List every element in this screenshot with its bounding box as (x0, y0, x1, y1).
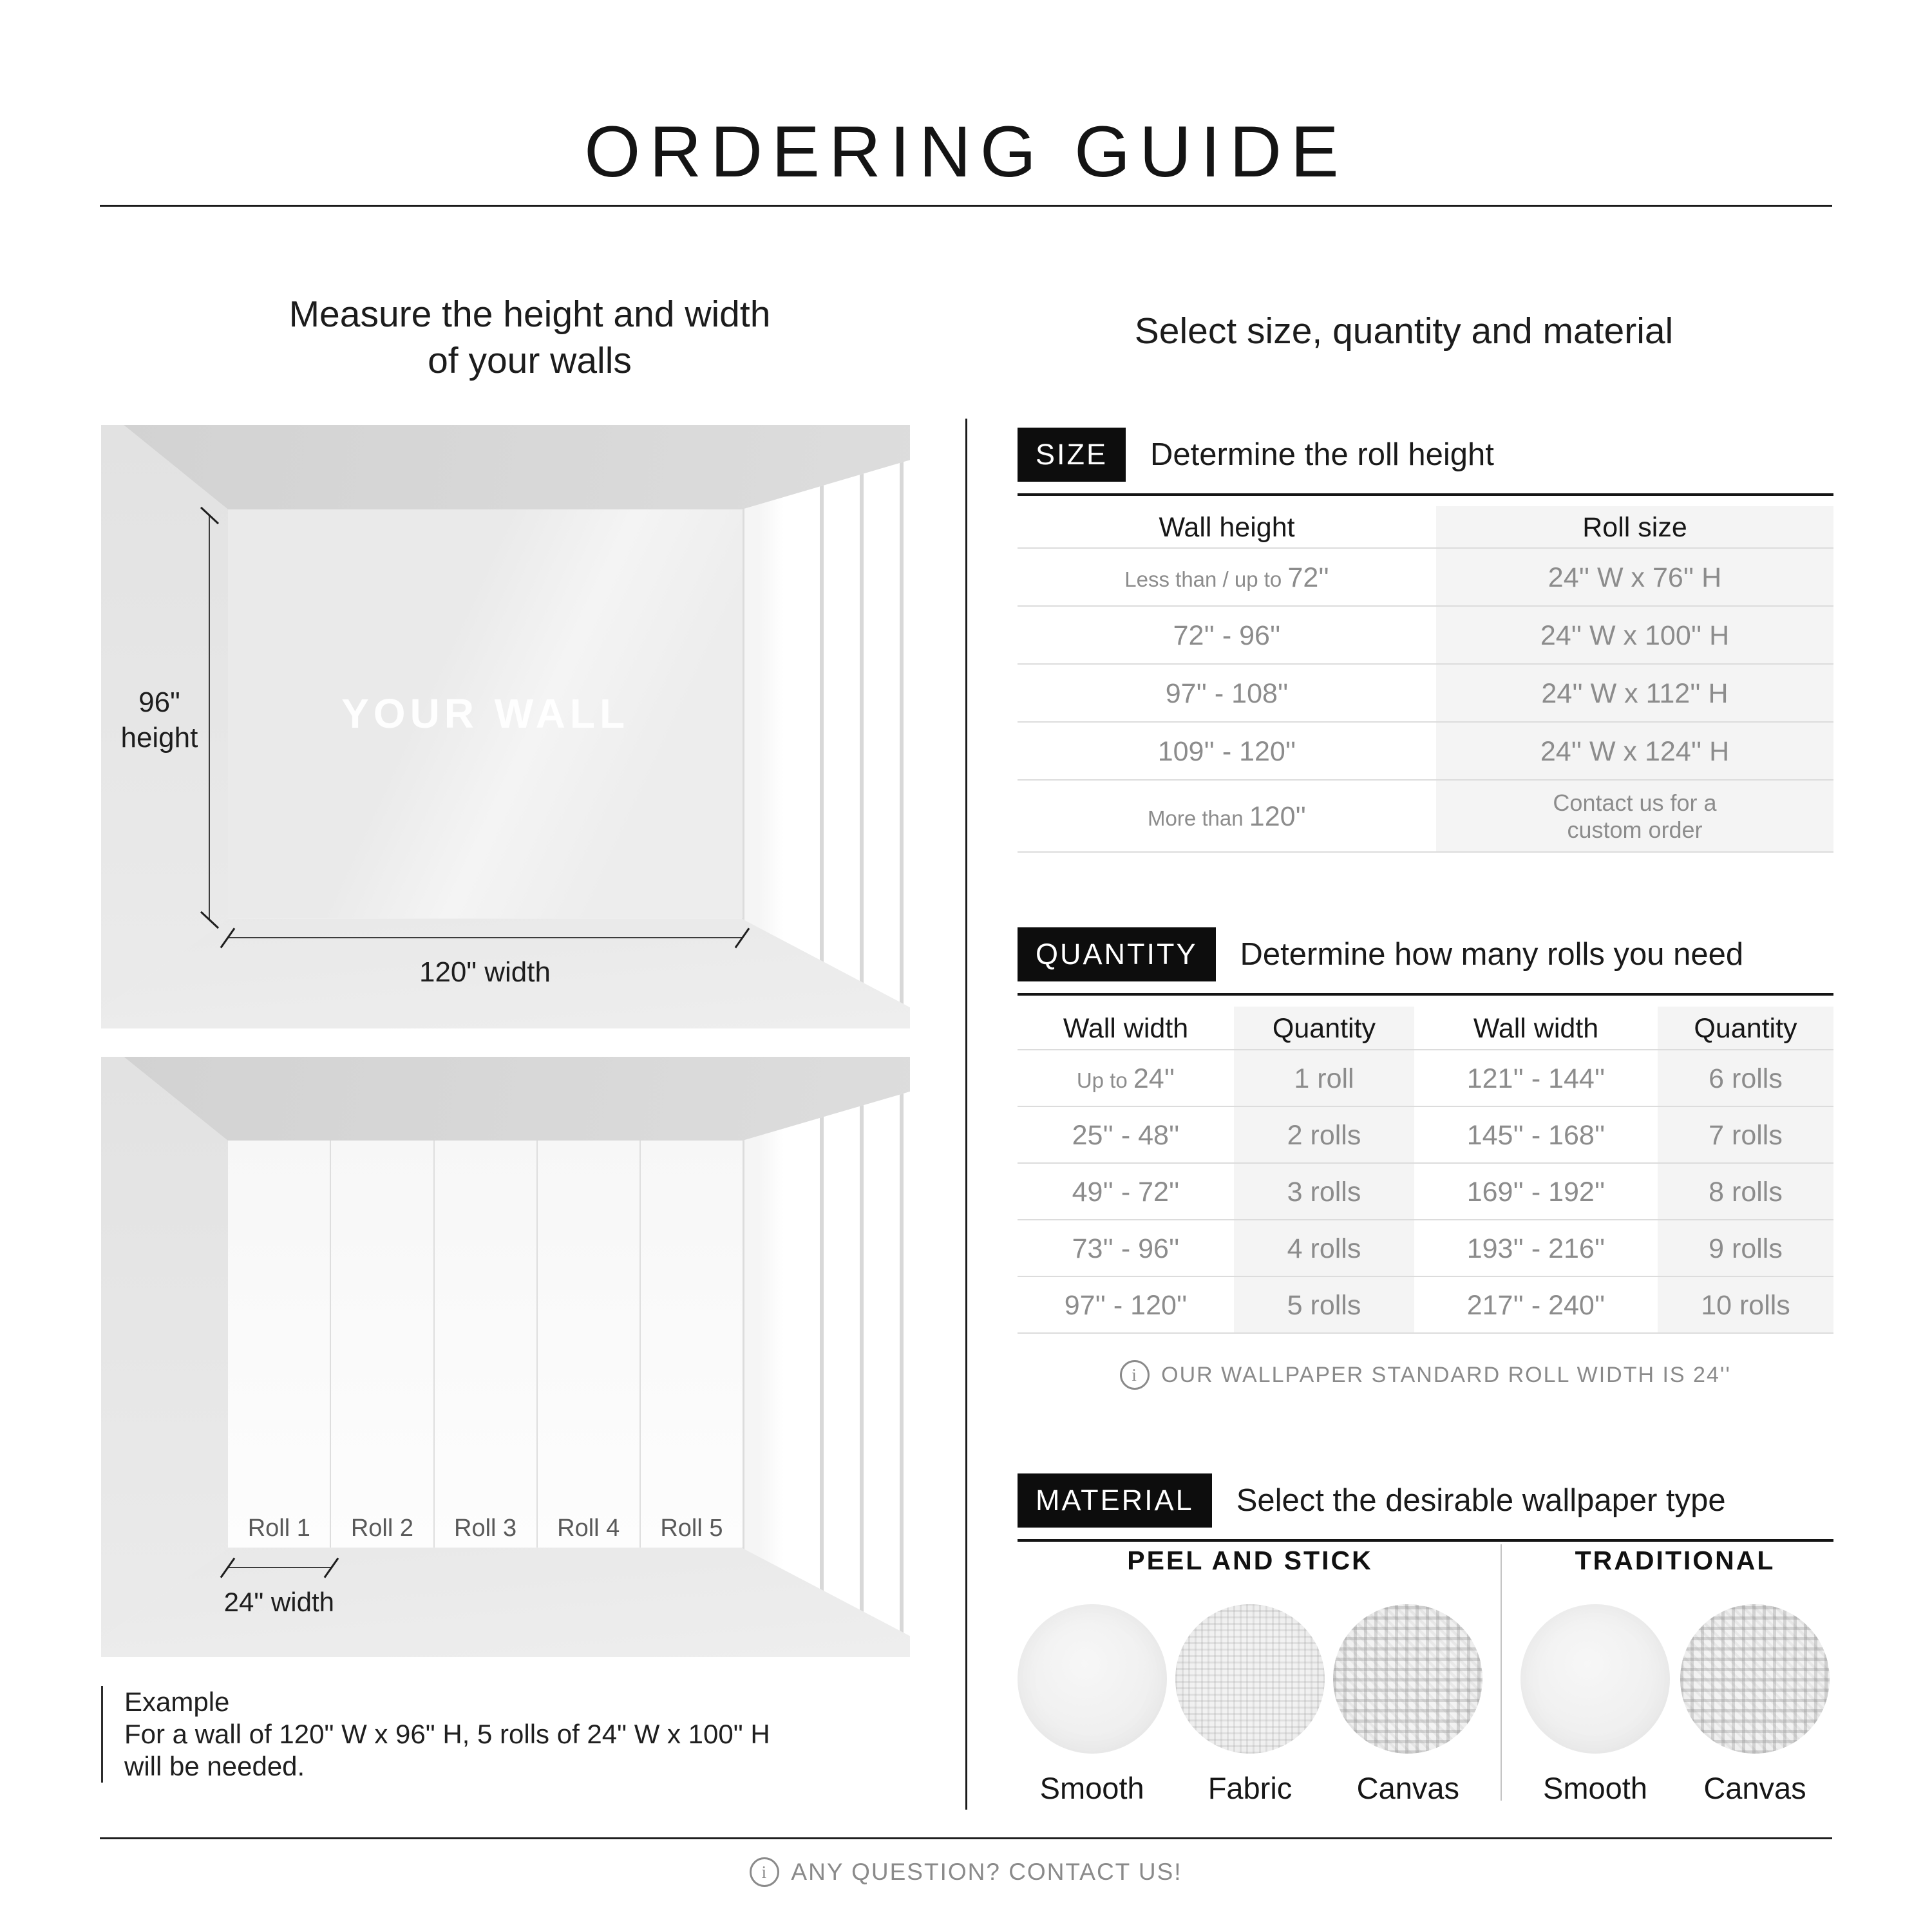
size-col-wall-height: Wall height (1018, 506, 1436, 549)
qty-col-wall-width-2: Wall width (1414, 1007, 1658, 1050)
material-options (1016, 1604, 1484, 1806)
material-option-label: Smooth (1543, 1771, 1647, 1805)
qty-wall-range: 73'' - 96'' (1018, 1220, 1234, 1277)
roll-strip (641, 1141, 743, 1548)
quantity-section-header (1018, 927, 1833, 996)
qty-wall-range: 193'' - 216'' (1414, 1220, 1658, 1277)
qty-col-wall-width-1: Wall width (1018, 1007, 1234, 1050)
window-glass-panes (784, 1057, 910, 1657)
material-section-header (1018, 1473, 1833, 1542)
qty-rolls: 5 rolls (1234, 1277, 1414, 1334)
quantity-table (1018, 1007, 1833, 1334)
material-group-name: PEEL AND STICK (1127, 1546, 1373, 1575)
size-row-roll: 24'' W x 124'' H (1436, 723, 1833, 781)
smooth-texture-swatch (1520, 1604, 1670, 1754)
material-group-divider (1501, 1544, 1502, 1801)
quantity-badge: QUANTITY (1018, 927, 1216, 981)
material-group-peel-and-stick (1016, 1546, 1484, 1806)
example-block (101, 1686, 961, 1783)
quantity-subtitle: Determine how many rolls you need (1240, 937, 1744, 972)
roll-strip (435, 1141, 538, 1548)
material-badge: MATERIAL (1018, 1473, 1212, 1528)
room-back-wall-rolls (228, 1141, 743, 1548)
roll-strip-label: Roll 2 (350, 1515, 413, 1542)
size-row-wall (1018, 549, 1436, 607)
size-row-wall (1018, 607, 1436, 665)
height-dimension-label (111, 685, 208, 755)
page-title: ORDERING GUIDE (584, 111, 1348, 193)
material-subtitle: Select the desirable wallpaper type (1236, 1483, 1726, 1518)
qty-wall-range: 169'' - 192'' (1414, 1164, 1658, 1220)
qty-wall-range: 145'' - 168'' (1414, 1107, 1658, 1164)
size-section-header (1018, 428, 1833, 496)
material-option-fabric (1174, 1604, 1325, 1806)
material-option-label: Canvas (1356, 1771, 1459, 1805)
room-illustration-measure (101, 425, 910, 1028)
roll-strip-label: Roll 5 (660, 1515, 723, 1542)
size-row-roll: 24'' W x 112'' H (1436, 665, 1833, 723)
footer-contact-note (0, 1857, 1932, 1887)
custom-order-line2: custom order (1567, 817, 1703, 843)
room-back-wall (228, 509, 743, 918)
size-row-wall (1018, 665, 1436, 723)
smooth-texture-swatch (1018, 1604, 1167, 1754)
qty-rolls: 6 rolls (1658, 1050, 1833, 1107)
height-value: 96" (138, 686, 180, 718)
size-badge: SIZE (1018, 428, 1126, 482)
size-row-range: 72'' (1287, 562, 1329, 593)
size-row-roll-custom (1436, 781, 1833, 853)
material-option-smooth (1016, 1604, 1168, 1806)
material-option-canvas (1332, 1604, 1484, 1806)
material-option-label: Smooth (1039, 1771, 1144, 1805)
title-divider (100, 205, 1832, 207)
material-option-smooth (1519, 1604, 1672, 1806)
example-line2: will be needed. (124, 1751, 305, 1781)
info-icon (750, 1857, 779, 1887)
qty-col-quantity-1: Quantity (1234, 1007, 1414, 1050)
size-row-roll: 24'' W x 76'' H (1436, 549, 1833, 607)
column-divider (965, 419, 967, 1810)
footer-divider (100, 1837, 1832, 1839)
size-row-prefix: More than (1148, 806, 1249, 830)
size-row-roll: 24'' W x 100'' H (1436, 607, 1833, 665)
qty-col-quantity-2: Quantity (1658, 1007, 1833, 1050)
footer-contact-text[interactable]: ANY QUESTION? CONTACT US! (791, 1859, 1182, 1885)
qty-rolls: 2 rolls (1234, 1107, 1414, 1164)
qty-wall-range: 97'' - 120'' (1018, 1277, 1234, 1334)
size-col-roll-size: Roll size (1436, 506, 1833, 549)
standard-roll-note-text: OUR WALLPAPER STANDARD ROLL WIDTH IS 24'' (1161, 1362, 1731, 1387)
material-group-name: TRADITIONAL (1575, 1546, 1776, 1575)
info-icon (1120, 1360, 1150, 1390)
roll-strip (538, 1141, 641, 1548)
roll-strip (331, 1141, 434, 1548)
size-table (1018, 506, 1833, 853)
material-option-label: Canvas (1703, 1771, 1806, 1805)
qty-rolls: 4 rolls (1234, 1220, 1414, 1277)
material-option-label: Fabric (1208, 1771, 1293, 1805)
size-row-range: 109'' - 120'' (1157, 736, 1296, 767)
qty-rolls: 10 rolls (1658, 1277, 1833, 1334)
width-dimension-label: 120" width (419, 956, 551, 988)
qty-wall-range: 121'' - 144'' (1414, 1050, 1658, 1107)
size-row-prefix: Less than / up to (1124, 567, 1288, 591)
material-options (1519, 1604, 1832, 1806)
canvas-texture-swatch (1680, 1604, 1830, 1754)
standard-roll-note (1018, 1360, 1833, 1390)
size-row-wall (1018, 723, 1436, 781)
your-wall-label: YOUR WALL (341, 690, 630, 737)
left-heading-line1: Measure the height and width (289, 294, 771, 335)
height-dimension-line (209, 516, 210, 920)
width-dimension-line (228, 937, 742, 938)
qty-rolls: 3 rolls (1234, 1164, 1414, 1220)
roll-strip (228, 1141, 331, 1548)
material-option-canvas (1678, 1604, 1832, 1806)
roll-strip-label: Roll 3 (454, 1515, 517, 1542)
qty-wall-range (1018, 1050, 1234, 1107)
size-row-range: 120'' (1249, 801, 1306, 832)
qty-rolls: 1 roll (1234, 1050, 1414, 1107)
fabric-texture-swatch (1175, 1604, 1325, 1754)
roll-width-dimension-line (228, 1567, 331, 1568)
size-row-range: 97'' - 108'' (1165, 678, 1289, 709)
left-heading-line2: of your walls (428, 340, 632, 381)
window-glass-panes (784, 425, 910, 1028)
size-row-wall (1018, 781, 1436, 853)
qty-rolls: 8 rolls (1658, 1164, 1833, 1220)
qty-range: 24'' (1133, 1063, 1175, 1094)
size-row-range: 72'' - 96'' (1173, 620, 1281, 651)
roll-width-label: 24" width (223, 1586, 334, 1617)
room-illustration-rolls (101, 1057, 910, 1657)
qty-prefix: Up to (1076, 1068, 1133, 1092)
example-line1: For a wall of 120" W x 96" H, 5 rolls of 24" W x 100" H (124, 1719, 770, 1749)
canvas-texture-swatch (1333, 1604, 1482, 1754)
roll-strip-label: Roll 4 (557, 1515, 620, 1542)
size-subtitle: Determine the roll height (1150, 437, 1494, 472)
example-title: Example (124, 1687, 230, 1717)
qty-rolls: 7 rolls (1658, 1107, 1833, 1164)
height-word: height (120, 721, 198, 753)
material-group-traditional (1519, 1546, 1832, 1806)
qty-rolls: 9 rolls (1658, 1220, 1833, 1277)
roll-strip-label: Roll 1 (247, 1515, 310, 1542)
qty-wall-range: 25'' - 48'' (1018, 1107, 1234, 1164)
custom-order-line1: Contact us for a (1553, 790, 1717, 816)
qty-wall-range: 217'' - 240'' (1414, 1277, 1658, 1334)
qty-wall-range: 49'' - 72'' (1018, 1164, 1234, 1220)
left-column-heading (100, 291, 960, 384)
right-column-heading: Select size, quantity and material (1134, 310, 1674, 352)
roll-strips (228, 1141, 743, 1548)
